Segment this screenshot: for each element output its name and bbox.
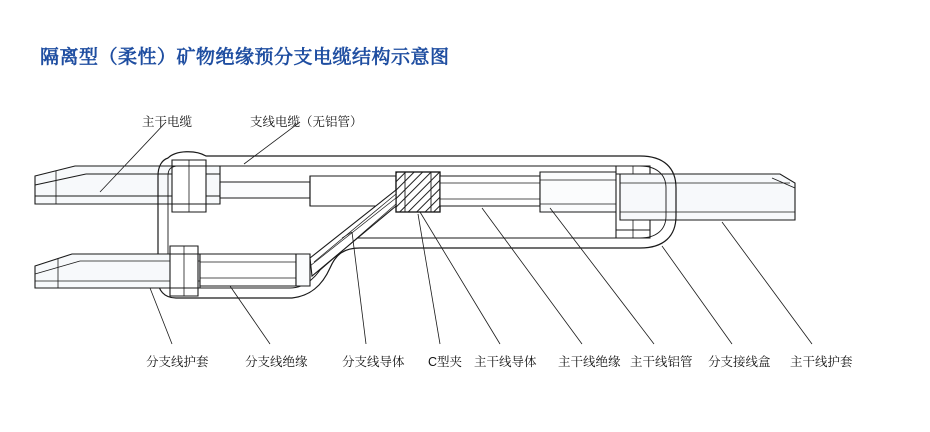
left-collar [172, 160, 206, 212]
main-insulation-section [220, 176, 396, 206]
label-branch-conductor: 分支线导体 [342, 355, 405, 369]
main-cable-right-sheath [620, 174, 795, 220]
branch-collar [170, 246, 198, 296]
label-branch-junction-box: 分支接线盒 [708, 355, 771, 369]
label-c-clamp: C型夹 [428, 355, 463, 369]
label-main-sheath: 主干线护套 [790, 355, 853, 369]
label-branch-insulation: 分支线绝缘 [245, 355, 308, 369]
branch-insulation-section [200, 254, 310, 286]
c-clamp-block [396, 172, 440, 212]
page-title: 隔离型（柔性）矿物绝缘预分支电缆结构示意图 [40, 47, 450, 68]
label-main-insulation: 主干线绝缘 [558, 355, 621, 369]
label-branch-cable: 支线电缆（无铝管） [250, 115, 363, 129]
label-branch-sheath: 分支线护套 [146, 355, 209, 369]
label-main-conductor: 主干线导体 [474, 355, 537, 369]
label-main-aluminum-tube: 主干线铝管 [630, 355, 693, 369]
label-main-cable: 主干电缆 [142, 115, 193, 129]
main-right-section [440, 172, 628, 212]
